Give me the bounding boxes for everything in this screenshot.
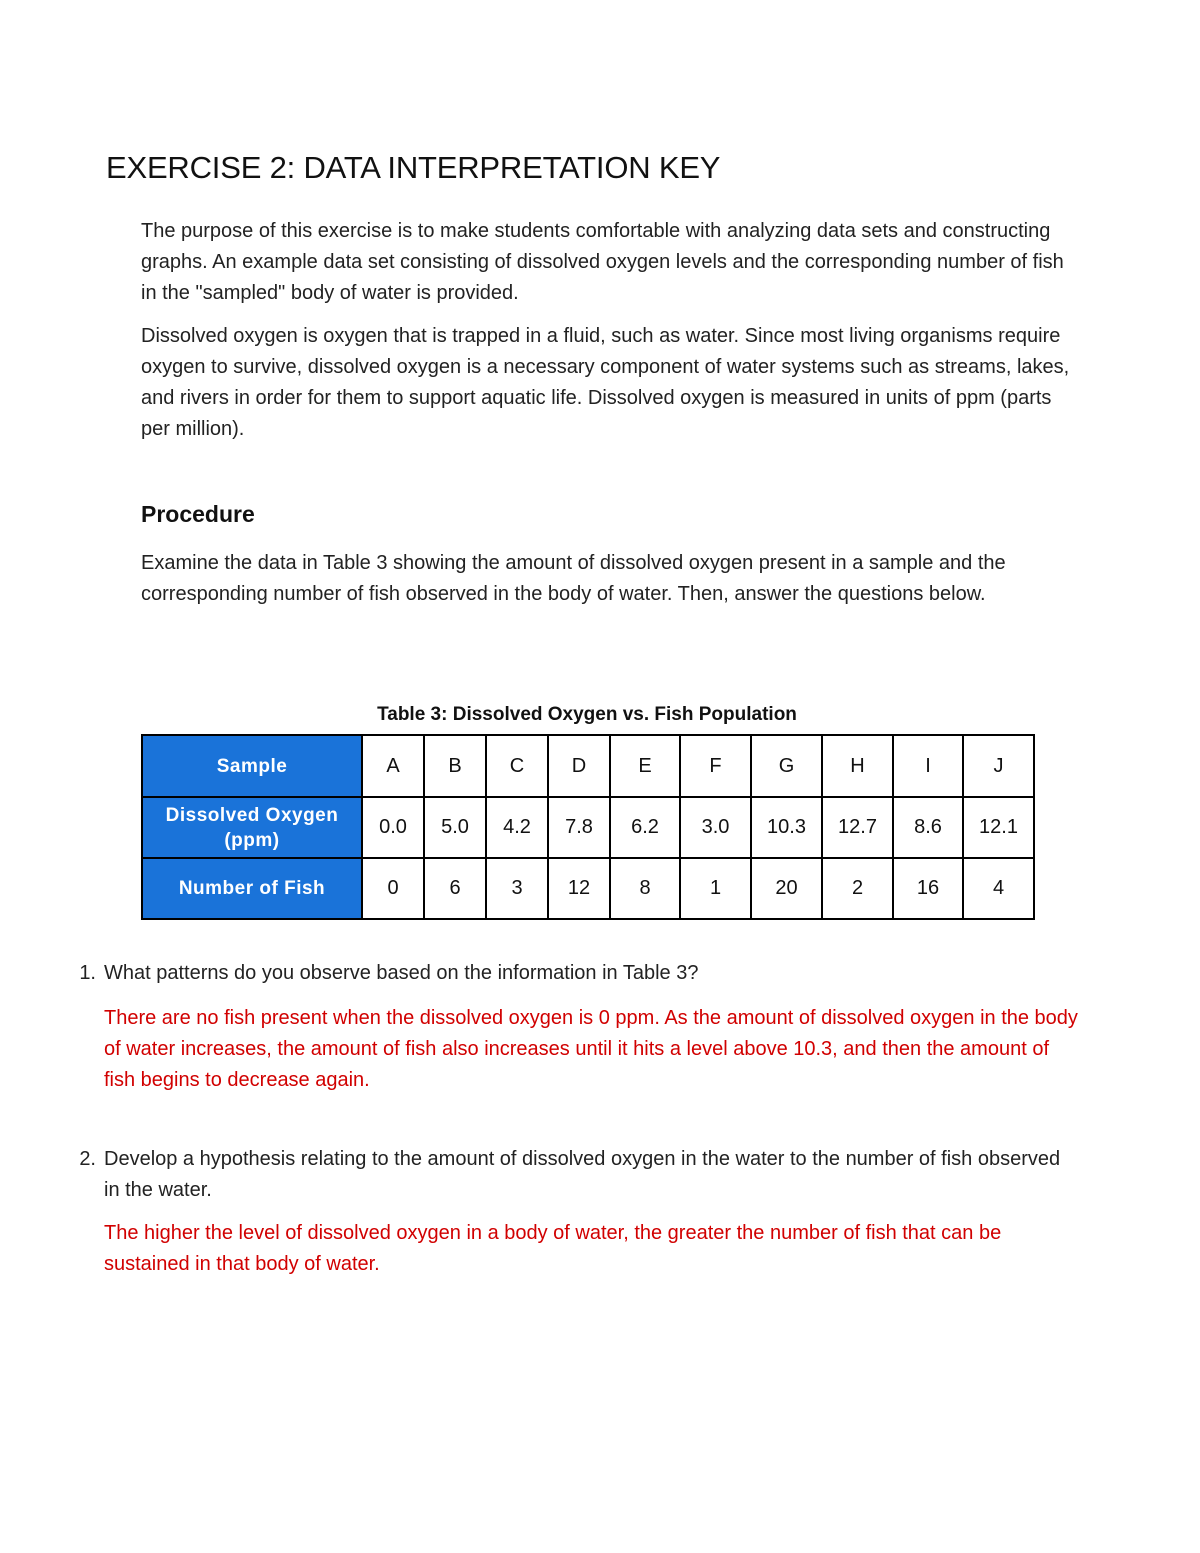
- fish-cell: 12: [548, 858, 610, 919]
- fish-cell: 6: [424, 858, 486, 919]
- sample-cell: B: [424, 735, 486, 797]
- sample-cell: A: [362, 735, 424, 797]
- oxygen-cell: 6.2: [610, 797, 680, 858]
- sample-cell: D: [548, 735, 610, 797]
- sample-cell: I: [893, 735, 963, 797]
- table-row-oxygen: [142, 797, 1034, 858]
- answer-text: There are no fish present when the dissolved oxygen is 0 ppm. As the amount of dissolved oxygen in the body of water increases, the amount of fish also increases until it hits a level above 10.3, and then the amount of fish begins to decrease again.: [104, 1007, 1078, 1091]
- procedure-text: Examine the data in Table 3 showing the amount of dissolved oxygen present in a sample and the corresponding number of fish observed in the body of water. Then, answer the questions below.: [141, 552, 1006, 605]
- answer-text: The higher the level of dissolved oxygen in a body of water, the greater the number of fish that can be sustained in that body of water.: [104, 1222, 1002, 1275]
- oxygen-cell: 3.0: [680, 797, 751, 858]
- row-header-fish: Number of Fish: [142, 858, 362, 919]
- intro-paragraph-1: The purpose of this exercise is to make students comfortable with analyzing data sets and constructing graphs. An example data set consisting of dissolved oxygen levels and the corresponding number of fish in the "sampled" body of water is provided.: [141, 220, 1064, 304]
- table-row-fish: [142, 858, 1034, 919]
- oxygen-cell: 7.8: [548, 797, 610, 858]
- fish-cell: 8: [610, 858, 680, 919]
- question-number: 2.: [79, 1148, 96, 1170]
- fish-cell: 20: [751, 858, 822, 919]
- fish-cell: 0: [362, 858, 424, 919]
- table-caption: Table 3: Dissolved Oxygen vs. Fish Population: [377, 704, 797, 725]
- oxygen-cell: 12.1: [963, 797, 1034, 858]
- row-header-sample: Sample: [142, 735, 362, 797]
- question-text: Develop a hypothesis relating to the amount of dissolved oxygen in the water to the number of fish observed in the water.: [104, 1148, 1061, 1201]
- oxygen-cell: 0.0: [362, 797, 424, 858]
- sample-cell: G: [751, 735, 822, 797]
- sample-cell: F: [680, 735, 751, 797]
- fish-cell: 4: [963, 858, 1034, 919]
- procedure-heading: Procedure: [141, 501, 255, 527]
- fish-cell: 3: [486, 858, 548, 919]
- fish-cell: 2: [822, 858, 893, 919]
- fish-cell: 1: [680, 858, 751, 919]
- question-number: 1.: [79, 962, 96, 984]
- oxygen-cell: 5.0: [424, 797, 486, 858]
- oxygen-cell: 4.2: [486, 797, 548, 858]
- question-text: What patterns do you observe based on the information in Table 3?: [104, 962, 699, 984]
- page-title: EXERCISE 2: DATA INTERPRETATION KEY: [106, 150, 721, 185]
- sample-cell: C: [486, 735, 548, 797]
- sample-cell: H: [822, 735, 893, 797]
- intro-paragraph-2: Dissolved oxygen is oxygen that is trapped in a fluid, such as water. Since most living organisms require oxygen to survive, dissolved oxygen is a necessary component of water systems such as streams, lakes, and rivers in order for them to support aquatic life. Dissolved oxygen is measured in units of ppm (parts per million).: [141, 325, 1070, 440]
- oxygen-cell: 10.3: [751, 797, 822, 858]
- oxygen-cell: 8.6: [893, 797, 963, 858]
- row-header-oxygen: Dissolved Oxygen (ppm): [142, 797, 362, 858]
- oxygen-cell: 12.7: [822, 797, 893, 858]
- data-table: [141, 734, 1035, 920]
- table-row-sample: [142, 735, 1034, 797]
- sample-cell: J: [963, 735, 1034, 797]
- fish-cell: 16: [893, 858, 963, 919]
- sample-cell: E: [610, 735, 680, 797]
